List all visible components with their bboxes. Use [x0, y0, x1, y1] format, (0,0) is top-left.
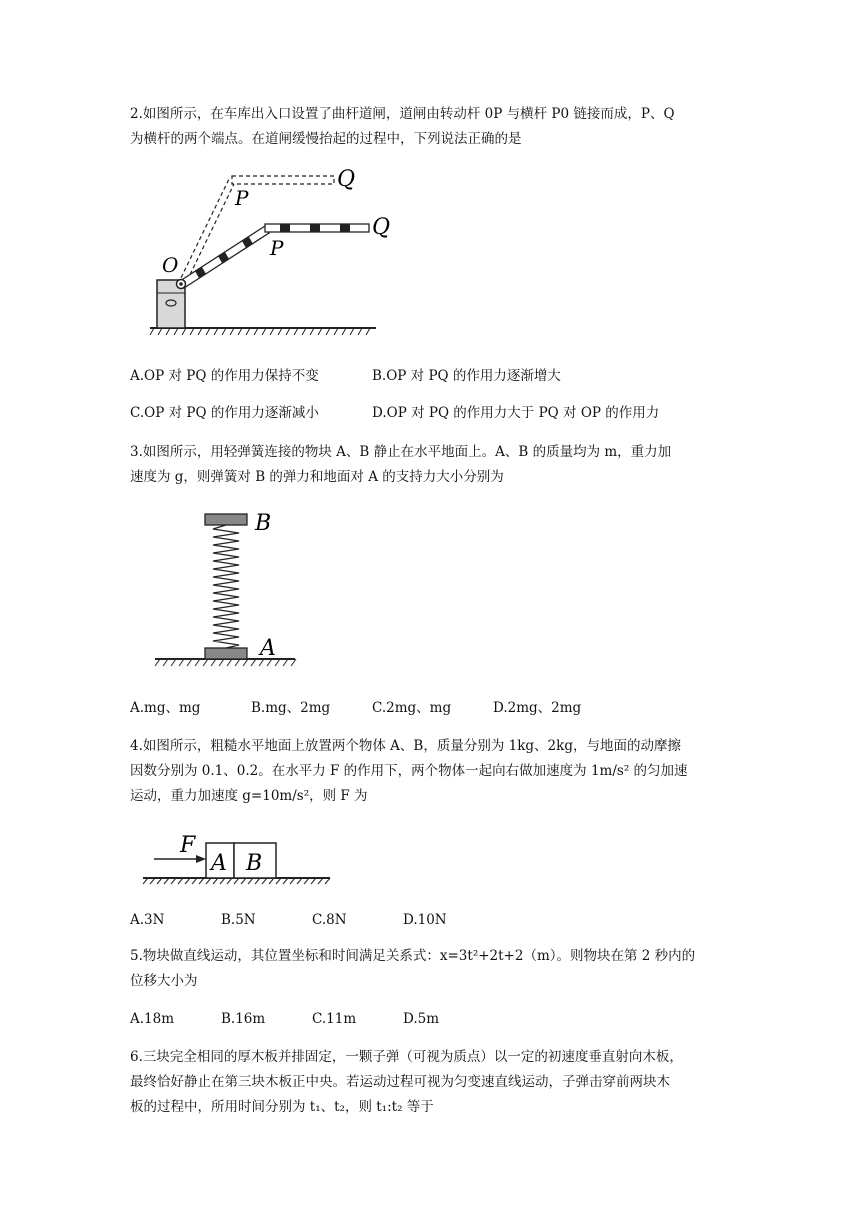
q4-stem-line1: 4.如图所示，粗糙水平地面上放置两个物体 A、B，质量分别为 1kg、2kg，与地面的动摩擦 — [130, 738, 681, 754]
label-P-lowered: P — [270, 236, 284, 260]
q2-option-b[interactable]: B.OP 对 PQ 的作用力逐渐增大 — [372, 368, 561, 384]
label-B: B — [246, 851, 263, 876]
q2-figure-barrier-gate — [150, 160, 390, 340]
q5-option-d[interactable]: D.5m — [403, 1011, 440, 1027]
q5-stem-line1: 5.物块做直线运动，其位置坐标和时间满足关系式：x=3t²+2t+2（m）。则物块在第 2 秒内的 — [130, 948, 696, 964]
q2-option-a[interactable]: A.OP 对 PQ 的作用力保持不变 — [130, 368, 319, 384]
q4-option-a[interactable]: A.3N — [130, 912, 165, 928]
label-Q-raised: Q — [337, 167, 356, 192]
label-P-raised: P — [235, 186, 249, 210]
q3-option-c[interactable]: C.2mg、mg — [372, 700, 452, 716]
q2-option-d[interactable]: D.OP 对 PQ 的作用力大于 PQ 对 OP 的作用力 — [372, 405, 660, 421]
q4-option-c[interactable]: C.8N — [312, 912, 347, 928]
q3-figure-spring-blocks — [150, 505, 310, 675]
q2-stem-line2: 为横杆的两个端点。在道闸缓慢抬起的过程中，下列说法正确的是 — [130, 131, 522, 147]
q4-stem-line3: 运动，重力加速度 g=10m/s²，则 F 为 — [130, 788, 368, 804]
q3-stem-line2: 速度为 g，则弹簧对 B 的弹力和地面对 A 的支持力大小分别为 — [130, 469, 504, 485]
q4-figure-pushed-blocks — [140, 828, 340, 890]
q4-option-b[interactable]: B.5N — [221, 912, 256, 928]
q5-option-a[interactable]: A.18m — [130, 1011, 175, 1027]
q3-stem-line1: 3.如图所示，用轻弹簧连接的物块 A、B 静止在水平地面上。A、B 的质量均为 m，重力加 — [130, 444, 672, 460]
q3-option-a[interactable]: A.mg、mg — [130, 700, 201, 716]
label-O: O — [162, 253, 179, 277]
label-A: A — [211, 851, 227, 876]
q6-stem-line3: 板的过程中，所用时间分别为 t₁、t₂，则 t₁:t₂ 等于 — [130, 1099, 434, 1115]
q5-stem-line2: 位移大小为 — [130, 973, 198, 989]
q4-option-d[interactable]: D.10N — [403, 912, 447, 928]
q3-option-b[interactable]: B.mg、2mg — [251, 700, 331, 716]
label-B: B — [255, 511, 272, 536]
q5-option-b[interactable]: B.16m — [221, 1011, 266, 1027]
label-A: A — [260, 636, 276, 661]
label-Q-lowered: Q — [372, 215, 391, 240]
q6-stem-line2: 最终恰好静止在第三块木板正中央。若运动过程可视为匀变速直线运动，子弹击穿前两块木 — [130, 1074, 670, 1090]
q5-option-c[interactable]: C.11m — [312, 1011, 357, 1027]
q4-stem-line2: 因数分别为 0.1、0.2。在水平力 F 的作用下，两个物体一起向右做加速度为 1m/s² 的匀加速 — [130, 763, 688, 779]
q2-option-c[interactable]: C.OP 对 PQ 的作用力逐渐减小 — [130, 405, 319, 421]
q2-stem-line1: 2.如图所示，在车库出入口设置了曲杆道闸，道闸由转动杆 0P 与横杆 P0 链接而成，P、Q — [130, 106, 675, 122]
q3-option-d[interactable]: D.2mg、2mg — [493, 700, 582, 716]
label-F: F — [180, 833, 196, 858]
q6-stem-line1: 6.三块完全相同的厚木板并排固定，一颗子弹（可视为质点）以一定的初速度垂直射向木板， — [130, 1049, 683, 1065]
